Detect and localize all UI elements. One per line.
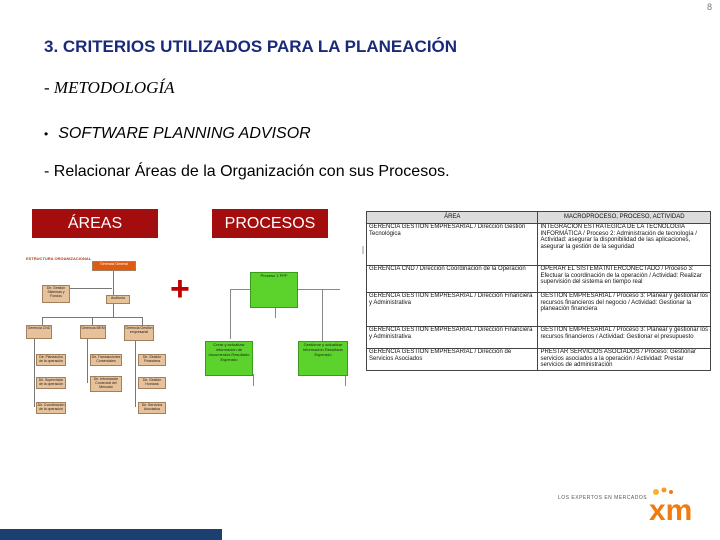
matrix-col-process: MACROPROCESO, PROCESO, ACTIVIDAD: [538, 212, 711, 224]
org-box-l4: Dir. Planeación de la operación: [36, 354, 66, 366]
bullet-text: SOFTWARE PLANNING ADVISOR: [58, 125, 311, 142]
svg-text:xm: xm: [649, 494, 693, 526]
table-row: [367, 293, 711, 327]
matrix-cell-area: GERENCIA CND / Dirección Coordinación de la Operación: [367, 266, 538, 293]
org-box-l4: Dir. Información Comercial del Mercado: [90, 376, 122, 392]
matrix-cell-area: GERENCIA GESTIÓN EMPRESARIAL / Dirección de Servicios Asociados: [367, 349, 538, 371]
slide-title: 3. CRITERIOS UTILIZADOS PARA LA PLANEACIÓN: [44, 37, 458, 56]
org-chart: [26, 242, 166, 422]
org-box-l4: Dir. Coordinación de la operación: [36, 402, 66, 414]
matrix-cell-area: GERENCIA GESTIÓN EMPRESARIAL / Dirección Gestión Tecnológica: [367, 224, 538, 266]
org-box-l3: Gerencia CND: [26, 325, 52, 339]
process-diagram: [200, 246, 360, 396]
org-box-l4: Dir. Servicios Asociados: [138, 402, 166, 414]
subtitle-dash: -: [44, 78, 50, 97]
matrix-cell-area: GERENCIA GESTIÓN EMPRESARIAL / Dirección Financiera y Administrativa: [367, 327, 538, 349]
areas-header: ÁREAS: [32, 209, 158, 238]
process-connector: [362, 246, 364, 254]
bullet-icon: •: [44, 127, 49, 141]
procesos-header: PROCESOS: [212, 209, 328, 238]
xm-logo: [647, 486, 709, 531]
org-box-l3: Gerencia MEM: [80, 325, 106, 339]
matrix-cell-area: GERENCIA GESTIÓN EMPRESARIAL / Dirección Financiera y Administrativa: [367, 293, 538, 327]
footer-bar: [0, 529, 222, 540]
matrix-cell-process: OPERAR EL SISTEMA INTERCONECTADO / Proceso 3: Efectuar la coordinación de la operación / Actividad: Realizar supervisión del sistema en tiempo real: [538, 266, 711, 293]
org-connector: [34, 337, 35, 407]
process-connector: [253, 374, 254, 386]
matrix-cell-process: GESTIÓN EMPRESARIAL / Proceso 3: Planear y gestionar los recursos financieros / Actividad: Gestionar el presupuesto: [538, 327, 711, 349]
process-node-top: Proceso 1 PPF: [250, 272, 298, 308]
matrix-cell-process: INTEGRACIÓN ESTRATÉGICA DE LA TECNOLOGÍA INFORMÁTICA / Proceso 2: Administración de tecnología / Actividad: asegurar la disponibilidad de las aplicaciones, asegurar la gestión de la seguridad: [538, 224, 711, 266]
subtitle-text: METODOLOGÍA: [53, 78, 175, 97]
org-box-l4: Dir. Supervisión de la operación: [36, 377, 66, 389]
matrix-col-area: ÁREA: [367, 212, 538, 224]
org-connector: [113, 267, 114, 317]
org-box-l4: Dir. Transacciones Comerciales: [90, 354, 122, 366]
org-connector: [135, 339, 136, 407]
matrix-header-row: [367, 212, 711, 224]
page-number: 8: [706, 2, 712, 12]
org-box-l3: Gerencia Gestión empresarial: [124, 325, 154, 341]
org-box-top: Gerencia General: [92, 261, 136, 271]
subtitle: [44, 78, 175, 98]
org-connector: [87, 337, 88, 383]
table-row: [367, 327, 711, 349]
org-box-l4: Dir. Gestión Humana: [138, 377, 166, 389]
relation-text: - Relacionar Áreas de la Organización con sus Procesos.: [44, 163, 450, 180]
xm-logo-icon: [647, 486, 709, 526]
process-connector: [322, 289, 323, 341]
process-connector: [230, 289, 231, 339]
area-process-matrix: [366, 211, 711, 371]
bullet-line: [44, 125, 311, 143]
table-row: [367, 349, 711, 371]
brand-text: LOS EXPERTOS EN MERCADOS: [558, 495, 648, 501]
org-chart-title: ESTRUCTURA ORGANIZACIONAL: [26, 256, 92, 261]
process-node-left: Crear y actualizar información de documentos Resultado Esperado: [205, 341, 253, 376]
org-box-l4: Dir. Gestión Financiera: [138, 354, 166, 366]
org-connector: [142, 317, 143, 325]
table-row: [367, 224, 711, 266]
org-box-l2: Auditoría: [106, 295, 130, 304]
process-node-right: Gestionar y actualizar información Resultado Esperado: [298, 341, 348, 376]
table-row: [367, 266, 711, 293]
matrix-cell-process: GESTIÓN EMPRESARIAL / Proceso 3: Planear y gestionar los recursos financieros del negocio / Actividad: Gestionar la planeación financiera: [538, 293, 711, 327]
plus-icon: +: [170, 270, 190, 308]
matrix-cell-process: PRESTAR SERVICIOS ASOCIADOS / Proceso: Gestionar servicios asociados a la operación / Actividad: Prestar servicios de administración: [538, 349, 711, 371]
org-box-l2: Dir. Gestión Sistemas y Fondos: [42, 285, 70, 303]
